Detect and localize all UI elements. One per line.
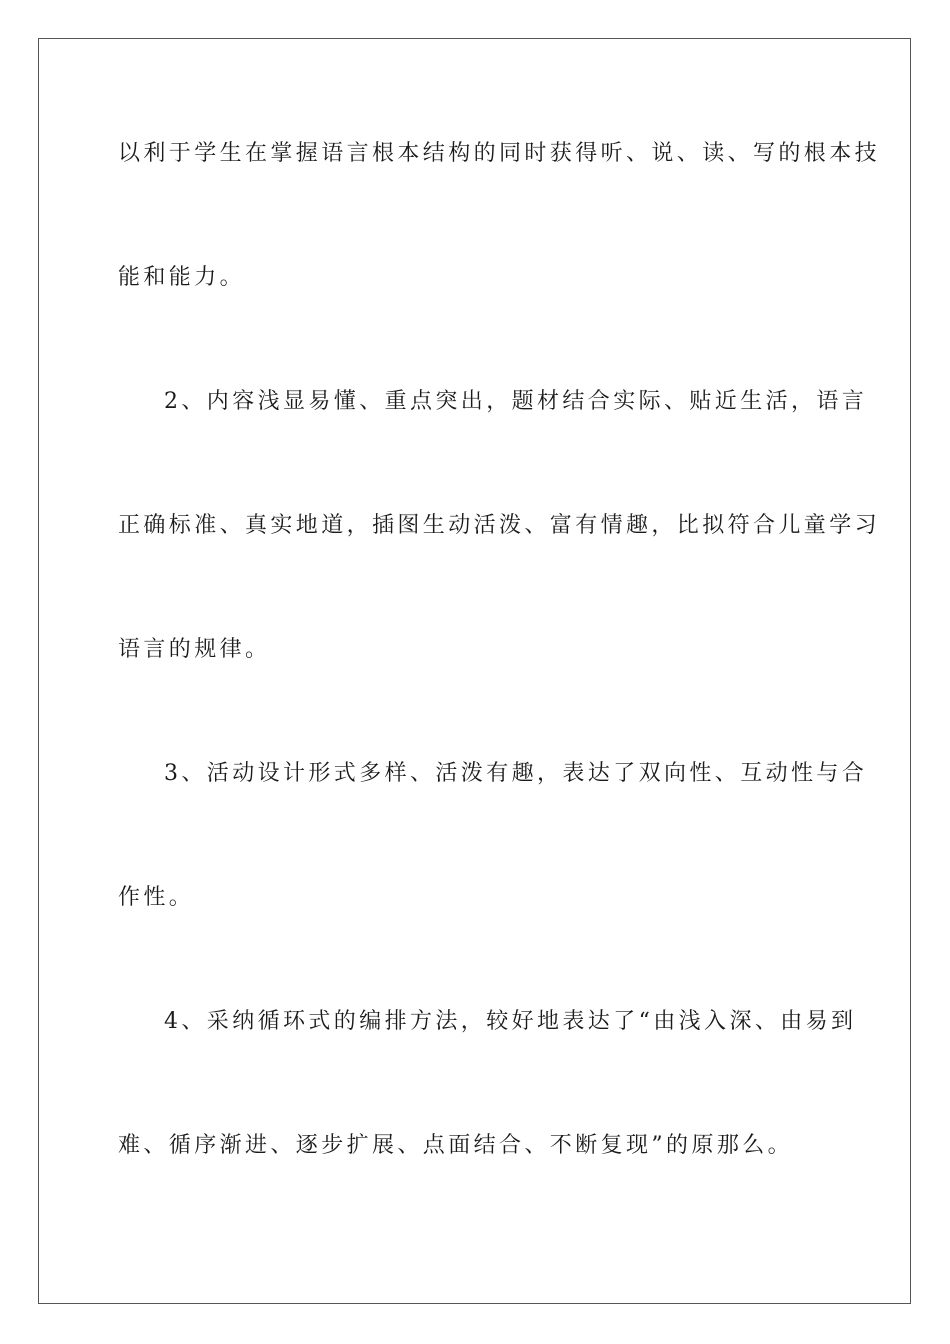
paragraph-2-line-3: 语言的规律。	[118, 637, 271, 662]
paragraph-3-line-2: 作性。	[118, 885, 195, 910]
paragraph-3-line-1: 3、活动设计形式多样、活泼有趣，表达了双向性、互动性与合	[164, 761, 868, 786]
paragraph-1-line-2: 能和能力。	[118, 265, 246, 290]
paragraph-1-line-1: 以利于学生在掌握语言根本结构的同时获得听、说、读、写的根本技	[118, 141, 881, 166]
document-page	[38, 38, 911, 1304]
paragraph-4-line-1: 4、采纳循环式的编排方法，较好地表达了“由浅入深、由易到	[164, 1009, 857, 1034]
paragraph-4-line-2: 难、循序渐进、逐步扩展、点面结合、不断复现”的原那么。	[118, 1133, 794, 1158]
paragraph-2-line-2: 正确标准、真实地道，插图生动活泼、富有情趣，比拟符合儿童学习	[118, 513, 881, 538]
paragraph-2-line-1: 2、内容浅显易懂、重点突出，题材结合实际、贴近生活，语言	[164, 389, 868, 414]
